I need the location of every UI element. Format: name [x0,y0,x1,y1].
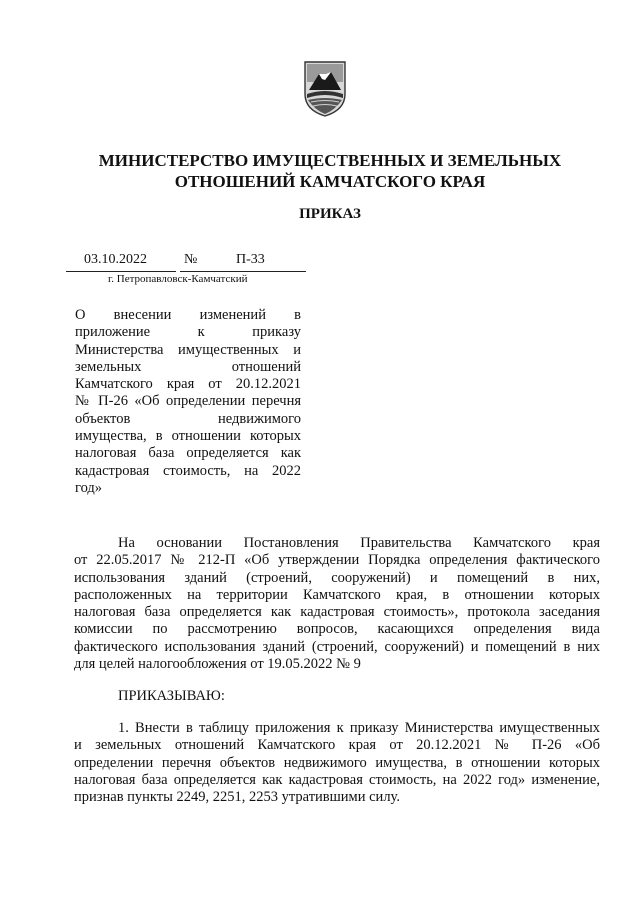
title-line: О внесении изменений в [75,307,301,323]
title-line: земельных отношений [75,358,301,375]
paragraph-line: фактического использования зданий (строений, сооружений) и помещений в них [74,638,600,655]
paragraph-line: налоговая база определяется как кадастровая стоимость», протокола заседания [74,604,600,621]
document-number: П-33 [236,252,265,267]
date-underline [66,271,176,272]
number-underline [180,271,306,272]
document-meta [66,252,306,292]
paragraph-line: налоговая база определяется как кадастровая стоимость, на 2022 год» изменение, [74,771,600,788]
ministry-name-line: МИНИСТЕРСТВО ИМУЩЕСТВЕННЫХ И ЗЕМЕЛЬНЫХ [98,151,562,170]
title-line: имущества, в отношении которых [75,428,301,445]
title-line: приложение к приказу [75,324,301,341]
paragraph-line: признав пункты 2249, 2251, 2253 утратившими силу. [74,789,400,806]
document-date: 03.10.2022 [84,252,147,267]
order-word: ПРИКАЗЫВАЮ: [118,688,225,704]
paragraph-line: 1. Внести в таблицу приложения к приказу Министерства имущественных [118,720,600,736]
ministry-name [60,150,600,192]
paragraph-line: определении перечня объектов недвижимого имущества, в отношении которых [74,754,600,771]
paragraph-line: На основании Постановления Правительства Камчатского края [118,535,600,551]
document-city: г. Петропавловск-Камчатский [108,273,248,285]
title-line: кадастровая стоимость, на 2022 [75,462,301,479]
preamble-paragraph [74,535,600,673]
title-line: объектов недвижимого [75,410,301,427]
ministry-name-line: ОТНОШЕНИЙ КАМЧАТСКОГО КРАЯ [174,172,486,191]
paragraph-line: расположенных на территории Камчатского края, в отношении которых [74,586,600,603]
paragraph-line: комиссии по рассмотрению вопросов, касающихся определения вида [74,621,600,638]
coat-of-arms-icon [301,60,349,118]
number-sign: № [184,252,198,267]
title-line: налоговая база определяется как [75,445,301,462]
paragraph-line: и земельных отношений Камчатского края от 20.12.2021 № П-26 «Об [74,737,600,754]
title-line: год» [75,479,103,496]
title-line: Камчатского края от 20.12.2021 [75,376,301,393]
order-item-paragraph [74,720,600,806]
title-line: № П-26 «Об определении перечня [75,393,301,410]
document-title [75,307,301,497]
paragraph-line: от 22.05.2017 № 212-П «Об утверждении Порядка определения фактического [74,552,600,569]
document-type: ПРИКАЗ [299,206,361,222]
title-line: Министерства имущественных и [75,341,301,358]
paragraph-line: для целей налогообложения от 19.05.2022 № 9 [74,656,361,673]
paragraph-line: использования зданий (строений, сооружений) и помещений в них, [74,569,600,586]
